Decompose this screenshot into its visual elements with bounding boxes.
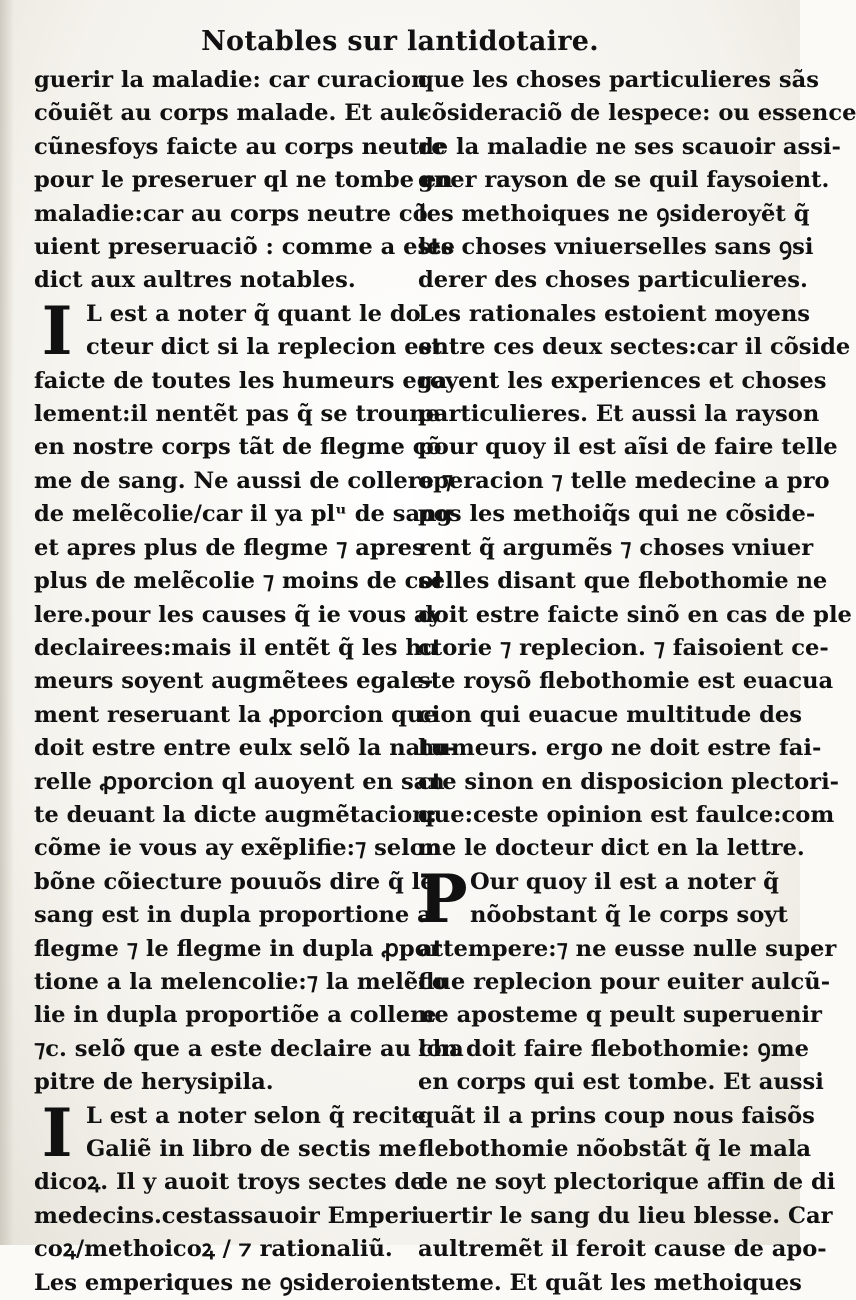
text-line: me de sang. Ne aussi de collere ⁊ [34, 467, 454, 494]
text-line: cõuiẽt au corps malade. Et aul- [34, 100, 429, 127]
text-line: me le docteur dict en la lettre. [418, 835, 805, 862]
text-line: lon doit faire flebothomie: ꝯme [418, 1035, 810, 1062]
text-line: dicoꝝ. Il y auoit troys sectes de [34, 1169, 425, 1196]
text-line: sang est in dupla proportione a [34, 902, 432, 929]
text-line: et apres plus de flegme ⁊ apres [34, 534, 425, 561]
drop-cap-initial: P [418, 859, 468, 938]
right-paragraph-2 [418, 859, 837, 1300]
text-line: Galiẽ in libro de sectis me [86, 1136, 417, 1162]
left-paragraph-1 [34, 64, 456, 298]
text-line: cũnesfoys faicte au corps neutre [34, 133, 446, 160]
left-paragraph-2 [34, 291, 464, 1100]
text-line: ment reseruant la ꝓporcion que [34, 701, 438, 728]
text-line: selles disant que flebothomie ne [418, 568, 828, 595]
text-line: doit estre faicte sinõ en cas de ple [418, 601, 852, 628]
text-line: pos les methoiq̃s qui ne cõside- [418, 501, 816, 528]
text-line: lement:il nentẽt pas q̃ se troune [34, 401, 441, 428]
text-line: maladie:car au corps neutre cõ [34, 200, 428, 227]
text-line: faicte de toutes les humeurs ega [34, 367, 448, 394]
text-line: pitre de herysipila. [34, 1069, 274, 1096]
text-line: ne aposteme q peult superuenir [418, 1002, 822, 1029]
text-line: Les rationales estoient moyens [418, 300, 811, 327]
text-line: L est a noter q̃ quant le do [86, 300, 421, 327]
left-column [34, 64, 464, 1296]
right-paragraph-1 [418, 64, 856, 866]
text-line: ste roysõ flebothomie est euacua [418, 668, 834, 695]
text-line: operacion ⁊ telle medecine a pro [418, 467, 830, 494]
text-line: quãt il a prins coup nous faisõs [418, 1102, 815, 1129]
text-line: que:ceste opinion est faulce:com [418, 801, 835, 828]
text-line: steme. Et quãt les methoiques [418, 1269, 802, 1296]
text-line: entre ces deux sectes:car il cõside [418, 334, 851, 361]
text-line: coꝝ/methoicoꝝ / ⁊ rationaliũ. [34, 1236, 393, 1263]
text-line: ctorie ⁊ replecion. ⁊ faisoient ce- [418, 634, 829, 661]
text-line: doit estre entre eulx selõ la natu- [34, 735, 457, 762]
text-line: declairees:mais il entẽt q̃ les hu [34, 634, 439, 661]
text-line: de melẽcolie/car il ya plᵘ de sang [34, 501, 453, 528]
text-line: bõne cõiecture pouuõs dire q̃ le [34, 868, 435, 895]
text-line: de ne soyt plectorique affin de di [418, 1169, 836, 1196]
text-line: derer des choses particulieres. [418, 267, 808, 294]
text-line: te deuant la dicte augmẽtacion: [34, 801, 437, 828]
text-line: dict aux aultres notables. [34, 267, 356, 294]
text-line: les methoiques ne ꝯsideroyẽt q̃ [418, 200, 810, 227]
text-line: guerir la maladie: car curacion [34, 67, 428, 93]
text-line: tione a la melencolie:⁊ la melẽco [34, 968, 447, 995]
text-line: relle ꝓporcion ql auoyent en san [34, 768, 445, 795]
left-paragraph-3 [34, 1093, 426, 1300]
text-line: pour quoy il est aĩsi de faire telle [418, 434, 838, 461]
text-line: les choses vniuerselles sans ꝯsi [418, 234, 814, 261]
text-line: pour le preseruer ql ne tombe en [34, 167, 453, 194]
text-line: en nostre corps tãt de flegme cõ [34, 434, 442, 461]
text-line: flebothomie nõobstãt q̃ le mala [418, 1136, 812, 1162]
text-line: gner rayson de se quil faysoient. [418, 167, 830, 194]
text-line: cte sinon en disposicion plectori- [418, 768, 840, 795]
text-line: Our quoy il est a noter q̃ [470, 868, 779, 895]
drop-cap-initial: I [41, 291, 73, 370]
text-line: de la maladie ne ses scauoir assi- [418, 133, 841, 160]
text-line: medecins.cestassauoir Emperi [34, 1202, 420, 1229]
text-line: royent les experiences et choses [418, 367, 827, 394]
text-line: attempere:⁊ ne eusse nulle super [418, 935, 837, 962]
text-line: nõobstant q̃ le corps soyt [470, 902, 788, 929]
text-line: flue replecion pour euiter aulcũ- [418, 968, 831, 995]
text-line: particulieres. Et aussi la rayson [418, 401, 820, 428]
text-line: que les choses particulieres sãs [418, 67, 819, 93]
text-line: lie in dupla proportiõe a collere [34, 1002, 437, 1029]
text-line: lere.pour les causes q̃ ie vous ay [34, 601, 442, 628]
right-column [418, 64, 856, 1296]
text-line: Les emperiques ne ꝯsideroient [34, 1269, 422, 1296]
text-line: uient preseruaciõ : comme a este [34, 234, 456, 261]
text-line: aultremẽt il feroit cause de apo- [418, 1236, 827, 1263]
text-line: cõsideraciõ de lespece: ou essence [418, 100, 856, 127]
text-line: en corps qui est tombe. Et aussi [418, 1069, 824, 1096]
text-line: cion qui euacue multitude des [418, 701, 802, 728]
text-line: meurs soyent augmẽtees egale- [34, 668, 434, 695]
drop-cap-initial: I [41, 1093, 73, 1172]
text-line: uertir le sang du lieu blesse. Car [418, 1202, 833, 1229]
text-line: cteur dict si la replecion est [86, 334, 442, 361]
text-line: plus de melẽcolie ⁊ moins de col [34, 568, 443, 595]
text-line: cõme ie vous ay exẽplifie:⁊ selon [34, 835, 442, 862]
page-edge-shadow [0, 0, 14, 1245]
text-line: flegme ⁊ le flegme in dupla ꝓpor [34, 935, 442, 962]
text-line: humeurs. ergo ne doit estre fai- [418, 735, 822, 762]
text-line: L est a noter selon q̃ recite [86, 1102, 426, 1129]
text-line: ⁊c. selõ que a este declaire au cha [34, 1035, 464, 1062]
text-line: rent q̃ argumẽs ⁊ choses vniuer [418, 534, 814, 561]
running-header: Notables sur lantidotaire. [201, 26, 599, 57]
